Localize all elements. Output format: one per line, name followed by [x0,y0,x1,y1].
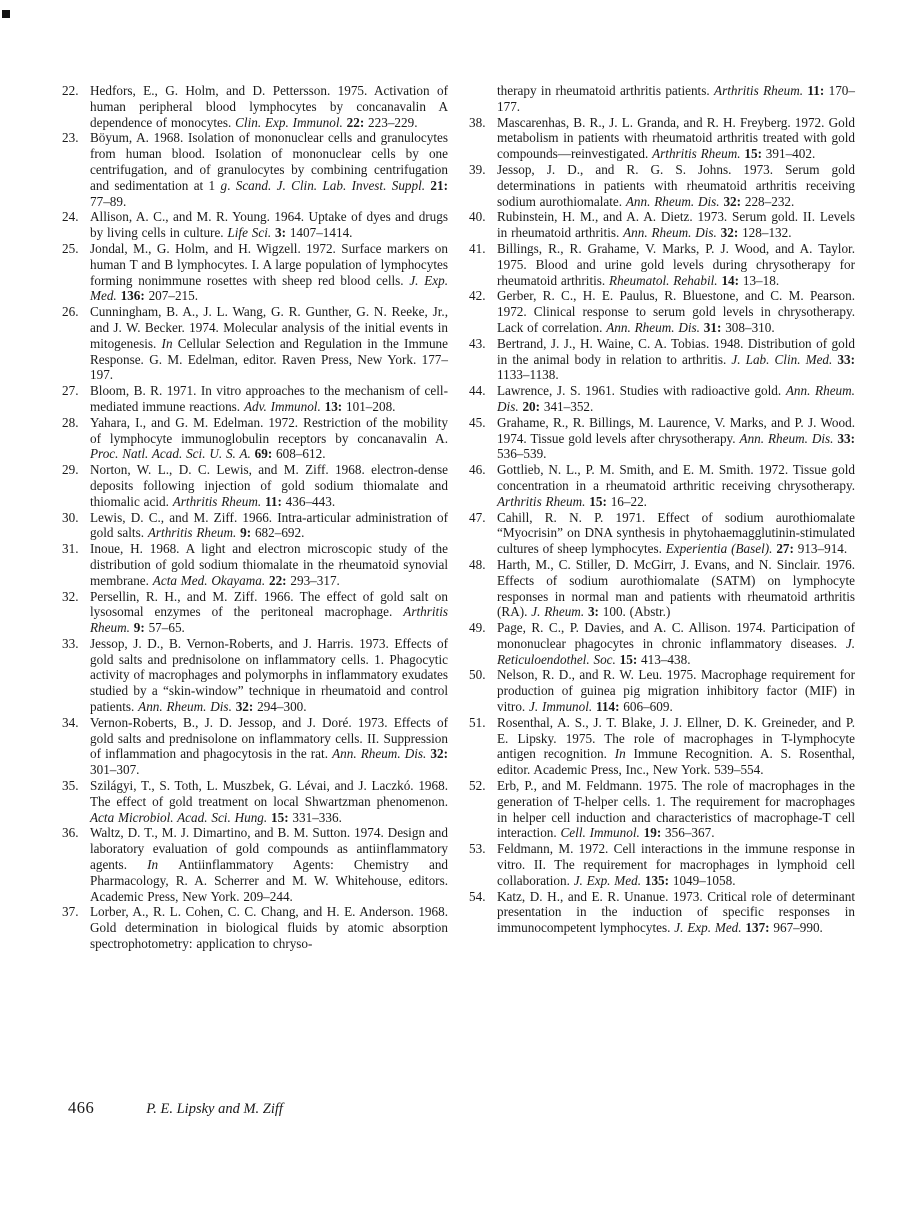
reference-item [62,904,448,951]
reference-number: 28. [62,414,79,430]
reference-text: Cahill, R. N. P. 1971. Effect of sodium aurothiomalate “Myocrisin” on DNA synthesis in phytohaemagglutinin-stimulated cultures of sheep lymphocytes. Experientia (Basel). 27: 913–914. [497,509,855,557]
reference-item [469,667,855,714]
reference-item [62,636,448,715]
reference-item [62,715,448,778]
reference-text: Jessop, J. D., and R. G. S. Johns. 1973. Serum gold determinations in patients with rheumatoid arthritis receiving sodium aurothiomalate. Ann. Rheum. Dis. 32: 228–232. [497,161,855,209]
reference-text: Nelson, R. D., and R. W. Leu. 1975. Macrophage requirement for production of guinea pig migration inhibitory factor (MIF) in vitro. J. Immunol. 114: 606–609. [497,667,855,715]
scan-artifact-mark [2,10,10,18]
reference-item [469,241,855,288]
reference-number: 47. [469,509,486,525]
page-footer [68,1098,283,1118]
reference-item [469,415,855,462]
reference-item [469,383,855,415]
references-left-column [62,83,448,952]
reference-item [62,778,448,825]
reference-number: 25. [62,240,79,256]
reference-item [469,557,855,620]
reference-text: Gerber, R. C., H. E. Paulus, R. Bluestone, and C. M. Pearson. 1972. Clinical response to serum gold levels in chrysotherapy. Lack of correlation. Ann. Rheum. Dis. 31: 308–310. [497,288,855,335]
reference-item [469,336,855,383]
reference-item [469,115,855,162]
references-right-column [469,83,855,936]
reference-item [62,462,448,509]
reference-text: Mascarenhas, B. R., J. L. Granda, and R. H. Freyberg. 1972. Gold metabolism in patients with rheumatoid arthritis treated with gold compounds—reinvestigated. Arthritis Rheum. 15: 391–402. [497,114,855,162]
reference-text: Vernon-Roberts, B., J. D. Jessop, and J. Doré. 1973. Effects of gold salts and prednisolone on inflammatory cells. II. Suppression of inflammation and phagocytosis in the rat. Ann. Rheum. Dis. 32: 301–307. [90,714,448,778]
reference-text: Norton, W. L., D. C. Lewis, and M. Ziff. 1968. electron-dense deposits following injection of gold sodium thiomalate and thiomalic acid. Arthritis Rheum. 11: 436–443. [90,462,448,509]
reference-number: 40. [469,209,486,225]
reference-number: 26. [62,304,79,320]
reference-number: 51. [469,714,486,730]
references-section [62,83,856,952]
reference-number: 22. [62,83,79,98]
reference-number: 39. [469,161,486,177]
reference-number: 37. [62,904,79,920]
reference-number: 35. [62,778,79,794]
reference-text: Grahame, R., R. Billings, M. Laurence, V. Marks, and P. J. Wood. 1974. Tissue gold levels after chrysotherapy. Ann. Rheum. Dis. 33: 536–539. [497,414,855,462]
page-number: 466 [68,1098,95,1117]
reference-text: Jessop, J. D., B. Vernon-Roberts, and J. Harris. 1973. Effects of gold salts and prednisolone on inflammatory cells. 1. Phagocytic activity of macrophages and polymorphs in inflammatory exudates studied by a “skin-window” technique in rheumatoid and control patients. Ann. Rheum. Dis. 32: 294–300. [90,635,448,715]
reference-item [469,83,855,115]
reference-text: Harth, M., C. Stiller, D. McGirr, J. Evans, and N. Sinclair. 1976. Effects of sodium aurothiomalate (SATM) on lymphocyte responses in normal man and patients with rheumatoid arthritis (RA). J. Rheum. 3: 100. (Abstr.) [497,556,855,620]
reference-text: Böyum, A. 1968. Isolation of mononuclear cells and granulocytes from human blood. Isolation of mononuclear cells by one centrifugation, and of granulocytes by combining centrifugation and sedimentation at 1 g. Scand. J. Clin. Lab. Invest. Suppl. 21: 77–89. [90,130,448,209]
reference-item [62,589,448,636]
reference-text: Waltz, D. T., M. J. Dimartino, and B. M. Sutton. 1974. Design and laboratory evaluation of gold compounds as antiinflammatory agents. In Antiinflammatory Agents: Chemistry and Pharmacology, R. A. Scherrer and M. W. Whitehouse, editors. Academic Press, New York. 209–244. [90,825,449,904]
reference-number: 54. [469,888,486,904]
reference-item [469,462,855,509]
reference-text: Bertrand, J. J., H. Waine, C. A. Tobias. 1948. Distribution of gold in the animal body in relation to arthritis. J. Lab. Clin. Med. 33: 1133–1138. [497,335,855,383]
reference-item [62,209,448,241]
reference-item [62,510,448,542]
reference-text: Lawrence, J. S. 1961. Studies with radioactive gold. Ann. Rheum. Dis. 20: 341–352. [497,383,855,414]
reference-item [62,825,448,904]
reference-text: Allison, A. C., and M. R. Young. 1964. Uptake of dyes and drugs by living cells in culture. Life Sci. 3: 1407–1414. [90,209,448,241]
reference-text: Jondal, M., G. Holm, and H. Wigzell. 1972. Surface markers on human T and B lymphocytes. I. A large population of lymphocytes forming nonimmune rosettes with sheep red blood cells. J. Exp. Med. 136: 207–215. [90,240,448,304]
reference-number: 29. [62,462,79,478]
reference-text: Billings, R., R. Grahame, V. Marks, P. J. Wood, and A. Taylor. 1975. Blood and urine gold levels during chrysotherapy for rheumatoid arthritis. Rheumatol. Rehabil. 14: 13–18. [497,240,855,288]
reference-item [62,541,448,588]
reference-number: 24. [62,209,79,225]
reference-item [62,415,448,462]
reference-item [469,209,855,241]
reference-item [469,889,855,936]
reference-number: 45. [469,414,486,430]
reference-text: Rubinstein, H. M., and A. A. Dietz. 1973. Serum gold. II. Levels in rheumatoid arthritis. Ann. Rheum. Dis. 32: 128–132. [497,209,855,241]
reference-text: Lorber, A., R. L. Cohen, C. C. Chang, and H. E. Anderson. 1968. Gold determination in biological fluids by atomic absorption spectrophotometry: application to chryso- [90,904,448,952]
reference-item [62,83,448,130]
reference-number: 44. [469,383,486,399]
reference-text: therapy in rheumatoid arthritis patients. Arthritis Rheum. 11: 170–177. [497,83,855,114]
reference-number: 52. [469,778,486,794]
reference-text: Lewis, D. C., and M. Ziff. 1966. Intra-articular administration of gold salts. Arthritis Rheum. 9: 682–692. [90,509,448,541]
running-title: P. E. Lipsky and M. Ziff [146,1101,283,1117]
reference-number: 41. [469,240,486,256]
reference-number: 43. [469,335,486,351]
reference-number: 27. [62,383,79,399]
reference-number: 36. [62,825,79,841]
reference-item [62,304,448,383]
reference-text: Erb, P., and M. Feldmann. 1975. The role of macrophages in the generation of T-helper cells. 1. The requirement for macrophages in helper cell induction and characteristics of macrophage-T cell interaction. Cell. Immunol. 19: 356–367. [497,778,855,841]
reference-item [62,383,448,415]
reference-text: Szilágyi, T., S. Toth, L. Muszbek, G. Lévai, and J. Laczkó. 1968. The effect of gold treatment on local Shwartzman phenomenon. Acta Microbiol. Acad. Sci. Hung. 15: 331–336. [90,778,448,825]
reference-text: Feldmann, M. 1972. Cell interactions in the immune response in vitro. II. The requirement for macrophages in lymphoid cell collaboration. J. Exp. Med. 135: 1049–1058. [497,841,855,888]
reference-number: 38. [469,114,486,130]
reference-number: 34. [62,714,79,730]
reference-number: 48. [469,556,486,572]
reference-item [62,241,448,304]
reference-number: 23. [62,130,79,146]
reference-number: 32. [62,588,79,604]
reference-number: 50. [469,667,486,683]
reference-item [469,510,855,557]
reference-text: Bloom, B. R. 1971. In vitro approaches to the mechanism of cell-mediated immune reactions. Adv. Immunol. 13: 101–208. [90,383,448,414]
reference-text: Cunningham, B. A., J. L. Wang, G. R. Gunther, G. N. Reeke, Jr., and J. W. Becker. 1974. Molecular analysis of the initial events in mitogenesis. In Cellular Selection and Regulation in the Immune Response. G. M. Edelman, editor. Raven Press, New York. 177–197. [90,304,449,383]
reference-number: 42. [469,288,486,304]
reference-text: Inoue, H. 1968. A light and electron microscopic study of the distribution of gold sodium thiomalate in the rheumatoid synovial membrane. Acta Med. Okayama. 22: 293–317. [90,541,448,588]
reference-item [62,130,448,209]
reference-item [469,841,855,888]
reference-text: Persellin, R. H., and M. Ziff. 1966. The effect of gold salt on lysosomal enzymes of the peritoneal macrophage. Arthritis Rheum. 9: 57–65. [90,588,448,636]
reference-number: 33. [62,635,79,651]
reference-text: Page, R. C., P. Davies, and A. C. Allison. 1974. Participation of mononuclear phagocytes in chronic inflammatory diseases. J. Reticuloendothel. Soc. 15: 413–438. [497,620,855,667]
reference-text: Yahara, I., and G. M. Edelman. 1972. Restriction of the mobility of lymphocyte immunoglobulin receptors by concanavalin A. Proc. Natl. Acad. Sci. U. S. A. 69: 608–612. [90,414,448,462]
reference-text: Katz, D. H., and E. R. Unanue. 1973. Critical role of determinant presentation in the induction of specific responses in immunocompetent lymphocytes. J. Exp. Med. 137: 967–990. [497,888,855,936]
reference-number: 49. [469,620,486,636]
reference-number: 30. [62,509,79,525]
reference-item [469,715,855,778]
reference-text: Rosenthal, A. S., J. T. Blake, J. J. Ellner, D. K. Greineder, and P. E. Lipsky. 1975. The role of macrophages in T-lymphocyte antigen recognition. In Immune Recognition. A. S. Rosenthal, editor. Academic Press, Inc., New York. 539–554. [497,714,855,778]
reference-item [469,288,855,335]
reference-text: Gottlieb, N. L., P. M. Smith, and E. M. Smith. 1972. Tissue gold concentration in a rheumatoid arthritic receiving chrysotherapy. Arthritis Rheum. 15: 16–22. [497,462,855,509]
reference-number: 53. [469,841,486,857]
reference-item [469,778,855,841]
reference-item [469,620,855,667]
reference-number: 31. [62,541,79,557]
reference-number: 46. [469,462,486,478]
reference-text: Hedfors, E., G. Holm, and D. Pettersson. 1975. Activation of human peripheral blood lymphocytes by concanavalin A dependence of monocytes. Clin. Exp. Immunol. 22: 223–229. [90,83,448,130]
reference-item [469,162,855,209]
